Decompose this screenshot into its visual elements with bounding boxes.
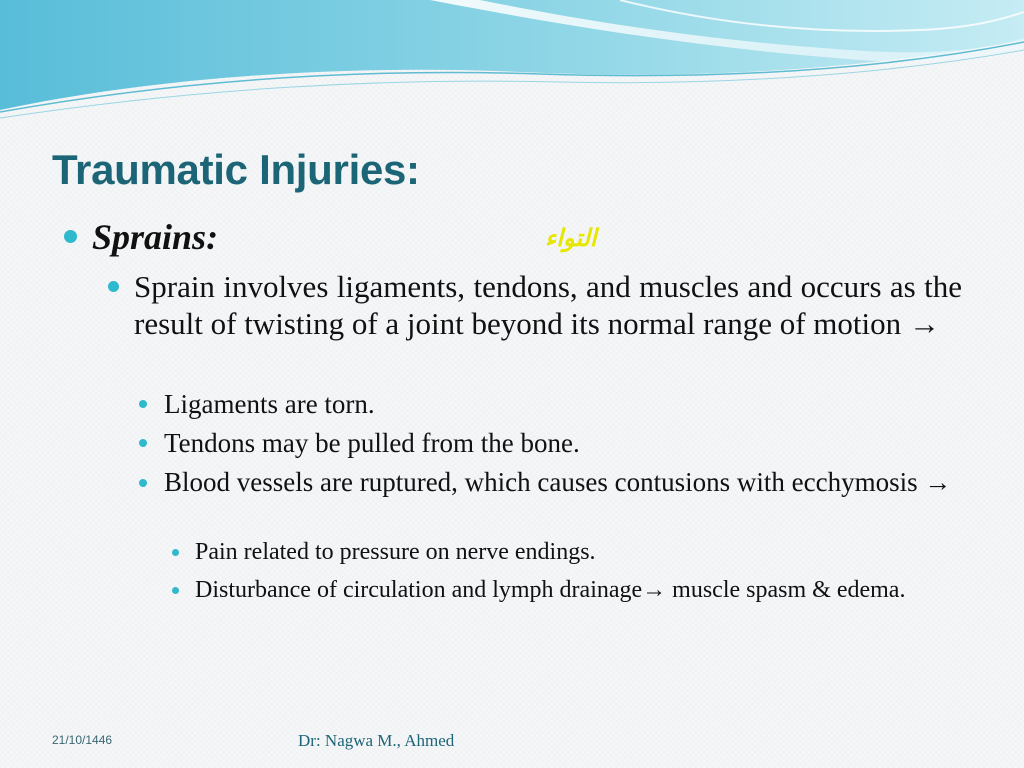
bullet-level1-icon: [64, 230, 77, 243]
footer-date: 21/10/1446: [52, 733, 113, 747]
level4-item-1: Pain related to pressure on nerve endings.: [195, 539, 596, 565]
level3-item-1: Ligaments are torn.: [164, 389, 375, 419]
bullet-level3-icon: [139, 439, 147, 447]
bullet-level4-icon: [172, 587, 179, 594]
level4-item-2: Disturbance of circulation and lymph drainage→ muscle spasm & edema.: [195, 577, 906, 603]
footer-author: Dr: Nagwa M., Ahmed: [298, 731, 455, 750]
bullet-level2-icon: [108, 281, 119, 292]
slide-title: Traumatic Injuries:: [52, 146, 420, 193]
bullet-level4-icon: [172, 549, 179, 556]
sprains-heading: Sprains:: [92, 217, 219, 257]
bullet-level3-icon: [139, 400, 147, 408]
sprain-definition: Sprain involves ligaments, tendons, and muscles and occurs as the result of twisting of a joint beyond its normal range of motion →: [134, 269, 962, 341]
level3-item-2: Tendons may be pulled from the bone.: [164, 428, 580, 458]
level3-item-3: Blood vessels are ruptured, which causes contusions with ecchymosis →: [164, 467, 952, 497]
bullet-level3-icon: [139, 479, 147, 487]
arabic-term: التواء: [545, 224, 597, 252]
header-wave-decoration: [0, 0, 1024, 130]
